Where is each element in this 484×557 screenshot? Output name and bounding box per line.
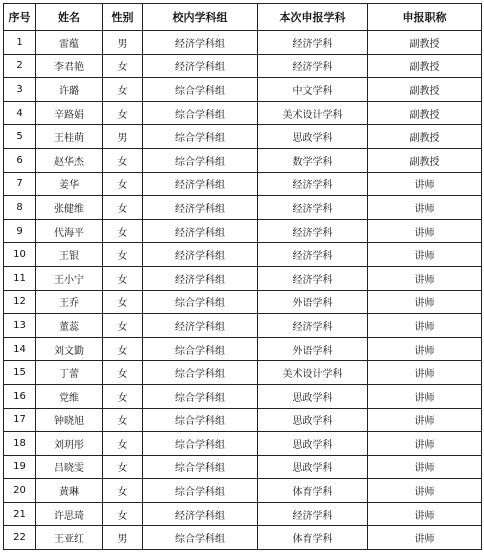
cell-school-group: 经济学科组 (143, 172, 258, 196)
cell-gender: 女 (103, 219, 143, 243)
cell-school-group: 综合学科组 (143, 455, 258, 479)
cell-name: 丁蕾 (36, 361, 103, 385)
table-row (4, 148, 482, 172)
cell-name: 董蕊 (36, 314, 103, 338)
cell-name: 刘文勤 (36, 337, 103, 361)
cell-name: 赵华杰 (36, 148, 103, 172)
cell-subject: 经济学科 (258, 502, 368, 526)
cell-title: 副教授 (368, 54, 482, 78)
cell-school-group: 经济学科组 (143, 266, 258, 290)
column-header-number: 序号 (4, 4, 36, 31)
table-row (4, 337, 482, 361)
column-header-title: 申报职称 (368, 4, 482, 31)
column-header-school-group: 校内学科组 (143, 4, 258, 31)
cell-subject: 经济学科 (258, 196, 368, 220)
cell-number: 5 (4, 125, 36, 149)
cell-gender: 女 (103, 172, 143, 196)
cell-title: 讲师 (368, 432, 482, 456)
cell-title: 副教授 (368, 78, 482, 102)
table-row (4, 266, 482, 290)
cell-school-group: 经济学科组 (143, 196, 258, 220)
cell-number: 22 (4, 526, 36, 550)
cell-title: 讲师 (368, 219, 482, 243)
cell-number: 8 (4, 196, 36, 220)
cell-gender: 男 (103, 31, 143, 55)
cell-school-group: 经济学科组 (143, 243, 258, 267)
cell-school-group: 综合学科组 (143, 101, 258, 125)
cell-name: 王乔 (36, 290, 103, 314)
cell-subject: 外语学科 (258, 337, 368, 361)
cell-school-group: 综合学科组 (143, 125, 258, 149)
cell-gender: 女 (103, 101, 143, 125)
cell-title: 副教授 (368, 101, 482, 125)
cell-number: 14 (4, 337, 36, 361)
cell-number: 10 (4, 243, 36, 267)
cell-school-group: 经济学科组 (143, 54, 258, 78)
cell-number: 2 (4, 54, 36, 78)
cell-number: 13 (4, 314, 36, 338)
cell-name: 王小宁 (36, 266, 103, 290)
cell-subject: 思政学科 (258, 432, 368, 456)
table-body (4, 31, 482, 550)
cell-title: 讲师 (368, 361, 482, 385)
cell-gender: 女 (103, 243, 143, 267)
table-row (4, 455, 482, 479)
table-row (4, 31, 482, 55)
cell-subject: 美术设计学科 (258, 361, 368, 385)
cell-gender: 女 (103, 290, 143, 314)
cell-school-group: 综合学科组 (143, 78, 258, 102)
cell-gender: 女 (103, 196, 143, 220)
cell-school-group: 经济学科组 (143, 314, 258, 338)
table-row (4, 243, 482, 267)
cell-gender: 男 (103, 526, 143, 550)
cell-gender: 女 (103, 479, 143, 503)
cell-subject: 体育学科 (258, 479, 368, 503)
cell-gender: 女 (103, 337, 143, 361)
cell-gender: 女 (103, 148, 143, 172)
cell-number: 15 (4, 361, 36, 385)
cell-gender: 女 (103, 314, 143, 338)
cell-school-group: 综合学科组 (143, 337, 258, 361)
cell-name: 许璐 (36, 78, 103, 102)
cell-gender: 女 (103, 432, 143, 456)
cell-gender: 女 (103, 502, 143, 526)
cell-title: 讲师 (368, 526, 482, 550)
table-row (4, 101, 482, 125)
cell-title: 讲师 (368, 266, 482, 290)
cell-school-group: 经济学科组 (143, 31, 258, 55)
cell-number: 4 (4, 101, 36, 125)
cell-gender: 女 (103, 54, 143, 78)
cell-school-group: 综合学科组 (143, 384, 258, 408)
cell-title: 讲师 (368, 502, 482, 526)
cell-school-group: 综合学科组 (143, 408, 258, 432)
applicant-table (3, 3, 482, 550)
table-row (4, 479, 482, 503)
cell-subject: 中文学科 (258, 78, 368, 102)
table-row (4, 172, 482, 196)
cell-title: 讲师 (368, 479, 482, 503)
cell-subject: 思政学科 (258, 125, 368, 149)
cell-name: 张健维 (36, 196, 103, 220)
cell-title: 讲师 (368, 384, 482, 408)
cell-subject: 思政学科 (258, 384, 368, 408)
cell-name: 刘玥彤 (36, 432, 103, 456)
cell-subject: 思政学科 (258, 408, 368, 432)
table-row (4, 290, 482, 314)
cell-title: 讲师 (368, 196, 482, 220)
cell-number: 1 (4, 31, 36, 55)
table-row (4, 78, 482, 102)
cell-gender: 女 (103, 266, 143, 290)
cell-school-group: 综合学科组 (143, 361, 258, 385)
cell-name: 代海平 (36, 219, 103, 243)
table-row (4, 125, 482, 149)
cell-subject: 经济学科 (258, 54, 368, 78)
column-header-name: 姓名 (36, 4, 103, 31)
cell-gender: 女 (103, 78, 143, 102)
cell-number: 3 (4, 78, 36, 102)
column-header-gender: 性别 (103, 4, 143, 31)
cell-title: 讲师 (368, 172, 482, 196)
cell-subject: 经济学科 (258, 314, 368, 338)
cell-name: 吕晓雯 (36, 455, 103, 479)
cell-school-group: 综合学科组 (143, 479, 258, 503)
table-row (4, 432, 482, 456)
cell-number: 12 (4, 290, 36, 314)
cell-subject: 数学学科 (258, 148, 368, 172)
table-row (4, 526, 482, 550)
table-row (4, 314, 482, 338)
cell-school-group: 综合学科组 (143, 526, 258, 550)
cell-name: 王银 (36, 243, 103, 267)
cell-school-group: 综合学科组 (143, 148, 258, 172)
cell-gender: 女 (103, 408, 143, 432)
cell-number: 6 (4, 148, 36, 172)
cell-title: 讲师 (368, 290, 482, 314)
cell-number: 19 (4, 455, 36, 479)
cell-school-group: 综合学科组 (143, 290, 258, 314)
cell-number: 16 (4, 384, 36, 408)
cell-name: 党维 (36, 384, 103, 408)
cell-name: 黄琳 (36, 479, 103, 503)
cell-title: 副教授 (368, 31, 482, 55)
table-row (4, 408, 482, 432)
cell-subject: 外语学科 (258, 290, 368, 314)
cell-name: 姜华 (36, 172, 103, 196)
cell-title: 讲师 (368, 408, 482, 432)
cell-school-group: 经济学科组 (143, 219, 258, 243)
column-header-subject: 本次申报学科 (258, 4, 368, 31)
table-row (4, 361, 482, 385)
table-header-row (4, 4, 482, 31)
cell-school-group: 综合学科组 (143, 432, 258, 456)
cell-number: 17 (4, 408, 36, 432)
table-row (4, 196, 482, 220)
cell-name: 辛路娟 (36, 101, 103, 125)
cell-subject: 经济学科 (258, 31, 368, 55)
cell-gender: 女 (103, 455, 143, 479)
cell-number: 20 (4, 479, 36, 503)
cell-name: 王亚红 (36, 526, 103, 550)
cell-title: 副教授 (368, 148, 482, 172)
cell-gender: 男 (103, 125, 143, 149)
cell-subject: 美术设计学科 (258, 101, 368, 125)
cell-number: 9 (4, 219, 36, 243)
cell-number: 7 (4, 172, 36, 196)
table-row (4, 219, 482, 243)
cell-subject: 经济学科 (258, 219, 368, 243)
cell-name: 雷蕴 (36, 31, 103, 55)
table-row (4, 502, 482, 526)
cell-name: 王桂萌 (36, 125, 103, 149)
cell-number: 21 (4, 502, 36, 526)
cell-subject: 经济学科 (258, 266, 368, 290)
cell-gender: 女 (103, 361, 143, 385)
cell-subject: 经济学科 (258, 172, 368, 196)
cell-gender: 女 (103, 384, 143, 408)
cell-name: 钟晓旭 (36, 408, 103, 432)
cell-subject: 经济学科 (258, 243, 368, 267)
table-row (4, 54, 482, 78)
cell-subject: 思政学科 (258, 455, 368, 479)
cell-title: 讲师 (368, 337, 482, 361)
cell-subject: 体育学科 (258, 526, 368, 550)
cell-name: 李君艳 (36, 54, 103, 78)
cell-number: 18 (4, 432, 36, 456)
cell-title: 副教授 (368, 125, 482, 149)
cell-title: 讲师 (368, 455, 482, 479)
table-row (4, 384, 482, 408)
cell-title: 讲师 (368, 243, 482, 267)
cell-title: 讲师 (368, 314, 482, 338)
cell-school-group: 经济学科组 (143, 502, 258, 526)
cell-name: 许思琦 (36, 502, 103, 526)
cell-number: 11 (4, 266, 36, 290)
